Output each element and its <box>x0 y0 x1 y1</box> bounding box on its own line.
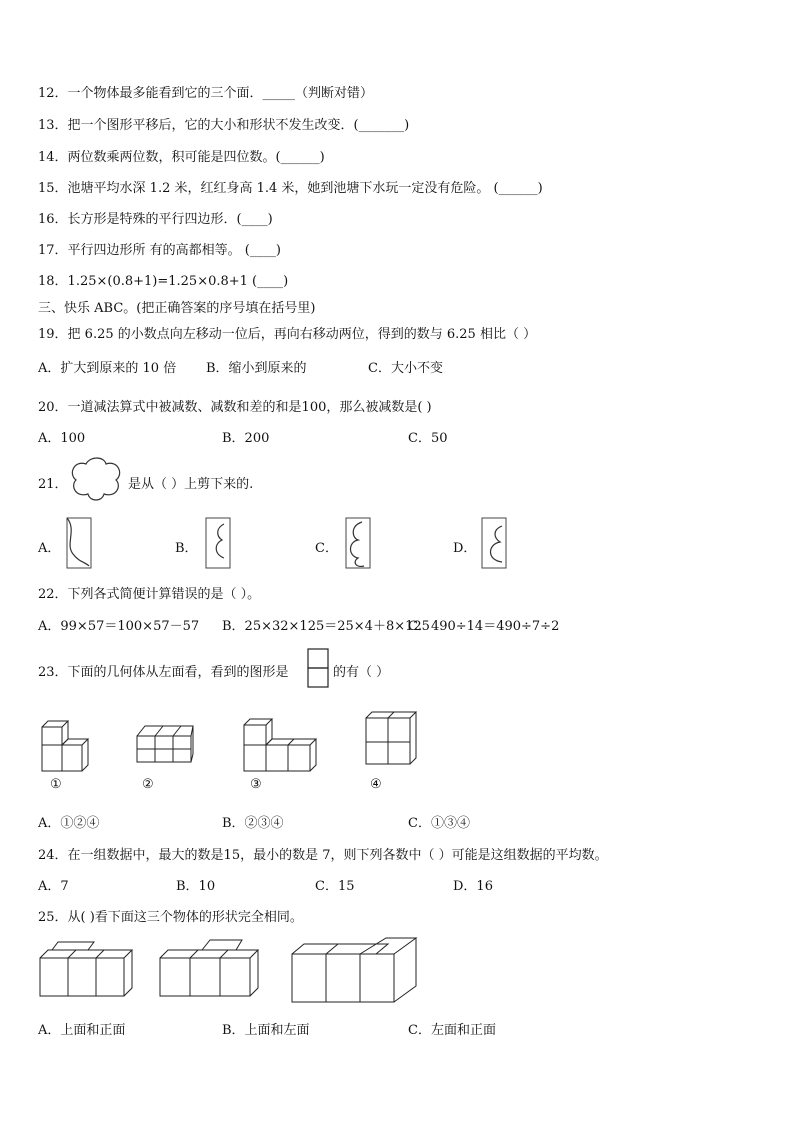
q23-option-b: B．②③④ <box>222 816 284 831</box>
question-21-number: 21． <box>38 477 68 492</box>
question-13: 13．把一个图形平移后，它的大小和形状不发生改变．(_______) <box>38 118 410 133</box>
paper-shape-c <box>342 516 374 570</box>
q23-option-a: A．①②④ <box>38 816 100 831</box>
q22-option-b: B．25×32×125＝25×4＋8×125 <box>222 619 430 634</box>
q25-option-c: C．左面和正面 <box>408 1023 496 1038</box>
q19-option-b: B．缩小到原来的 <box>206 361 307 376</box>
q20-option-a: A．100 <box>38 431 86 446</box>
question-20: 20．一道减法算式中被减数、减数和差的和是100，那么被减数是( ) <box>38 400 432 415</box>
box-object-1 <box>38 938 134 1000</box>
figure-label-3: ③ <box>250 777 262 792</box>
q24-option-c: C．15 <box>315 879 355 894</box>
question-17: 17．平行四边形所 有的高都相等。 (____) <box>38 243 281 258</box>
cloud-shape-figure <box>66 456 126 508</box>
question-23-suffix: 的有（ ） <box>333 665 390 680</box>
figure-label-4: ④ <box>370 777 382 792</box>
question-14: 14．两位数乘两位数，积可能是四位数。(______) <box>38 150 325 165</box>
box-object-2 <box>158 938 264 1000</box>
question-15: 15．池塘平均水深 1.2 米，红红身高 1.4 米，她到池塘下水玩一定没有危险。 (______) <box>38 181 543 196</box>
q21-option-d: D． <box>453 541 477 556</box>
q19-option-c: C．大小不变 <box>368 361 443 376</box>
paper-shape-a <box>63 516 95 570</box>
question-23-text: 23．下面的几何体从左面看，看到的图形是 <box>38 665 289 680</box>
q25-option-b: B．上面和左面 <box>222 1023 310 1038</box>
q21-option-a: A． <box>38 541 61 556</box>
q21-option-b: B． <box>175 541 198 556</box>
stacked-squares-figure <box>307 648 329 688</box>
figure-label-1: ① <box>50 777 62 792</box>
solid-figure-1 <box>40 715 96 775</box>
q22-option-a: A．99×57＝100×57－57 <box>38 619 200 634</box>
q20-option-b: B．200 <box>222 431 270 446</box>
section-heading: 三、快乐 ABC。(把正确答案的序号填在括号里) <box>38 301 316 316</box>
question-19: 19．把 6.25 的小数点向左移动一位后，再向右移动两位，得到的数与 6.25 相比（ ） <box>38 327 537 342</box>
question-12: 12．一个物体最多能看到它的三个面．_____（判断对错） <box>38 86 374 101</box>
box-object-3 <box>290 934 424 1006</box>
question-21-text: 是从（ ）上剪下来的. <box>128 477 254 492</box>
question-25: 25．从( )看下面这三个物体的形状完全相同。 <box>38 910 303 925</box>
q24-option-b: B．10 <box>176 879 216 894</box>
solid-figure-4 <box>364 710 418 768</box>
q20-option-c: C．50 <box>408 431 448 446</box>
figure-label-2: ② <box>142 777 154 792</box>
q23-option-c: C．①③④ <box>408 816 470 831</box>
q21-option-c: C． <box>315 541 338 556</box>
solid-figure-3 <box>242 715 320 775</box>
q24-option-d: D．16 <box>453 879 493 894</box>
paper-shape-d <box>478 516 510 570</box>
question-16: 16．长方形是特殊的平行四边形．(____) <box>38 212 273 227</box>
q19-option-a: A．扩大到原来的 10 倍 <box>38 361 177 376</box>
paper-shape-b <box>202 516 234 570</box>
question-24: 24．在一组数据中，最大的数是15，最小的数是 7，则下列各数中（ ）可能是这组数据的平均数。 <box>38 848 608 863</box>
solid-figure-2 <box>135 722 197 766</box>
question-22: 22．下列各式简便计算错误的是（ ）。 <box>38 587 261 602</box>
q22-option-c: C．490÷14＝490÷7÷2 <box>408 619 560 634</box>
q25-option-a: A．上面和正面 <box>38 1023 126 1038</box>
q24-option-a: A．7 <box>38 879 69 894</box>
question-18: 18．1.25×(0.8+1)=1.25×0.8+1 (____) <box>38 274 289 289</box>
